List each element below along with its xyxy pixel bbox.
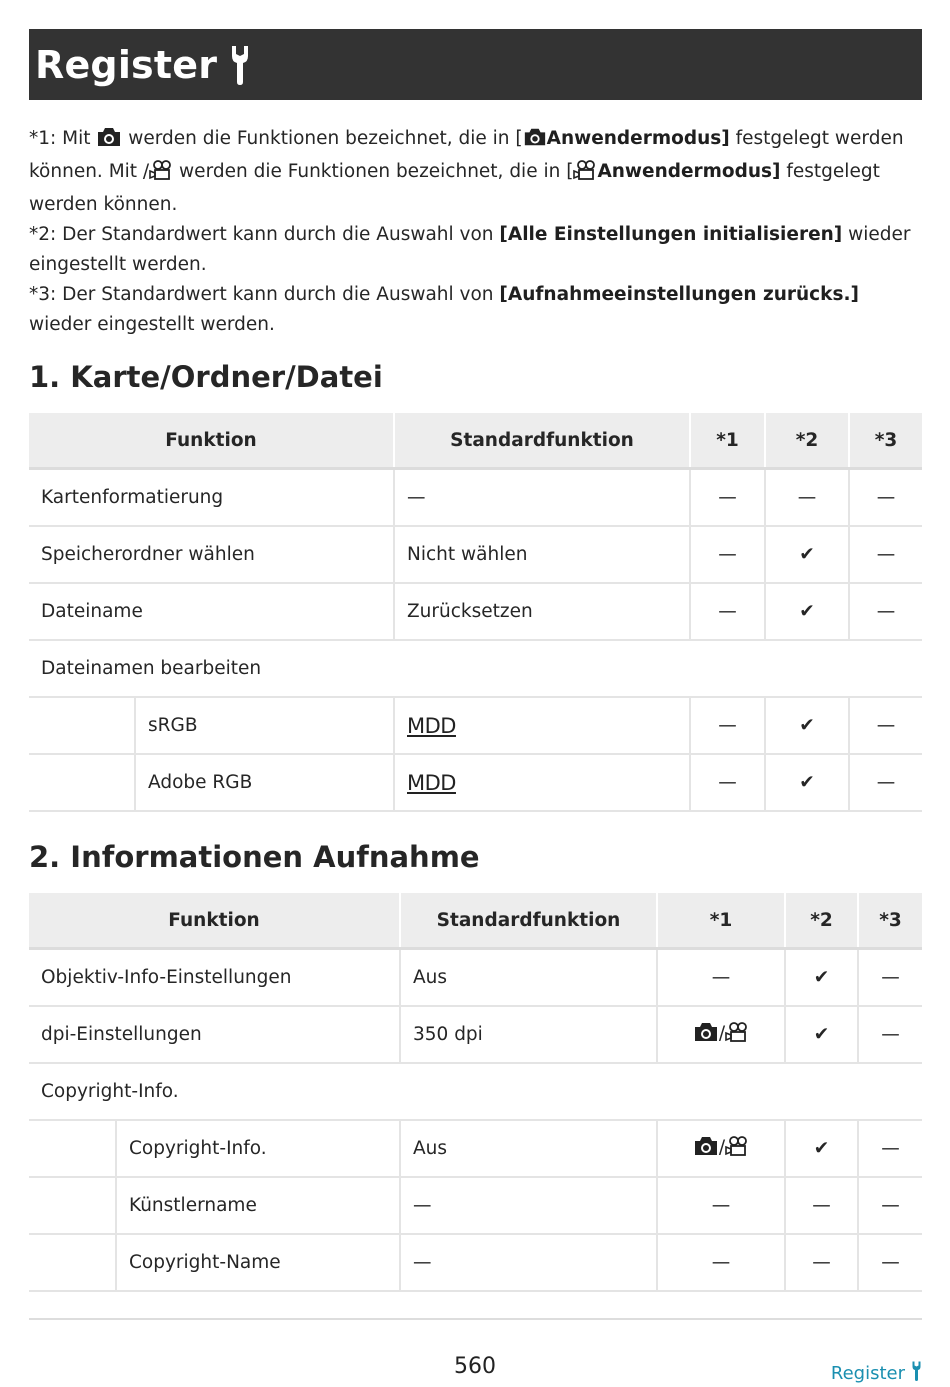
mark-cell: — bbox=[849, 754, 922, 811]
note-3 bbox=[29, 280, 919, 340]
mark-cell: — bbox=[690, 754, 765, 811]
column-header: *3 bbox=[849, 413, 922, 469]
icon-separator: / bbox=[718, 1137, 726, 1158]
column-header: *1 bbox=[690, 413, 765, 469]
column-header: Funktion bbox=[29, 413, 394, 469]
mark-cell: — bbox=[657, 949, 785, 1007]
group-label: Copyright-Info. bbox=[29, 1063, 922, 1120]
default-cell: — bbox=[400, 1234, 657, 1291]
wrench-icon bbox=[911, 1360, 922, 1387]
mark-cell: — bbox=[858, 949, 922, 1007]
function-cell: Kartenformatierung bbox=[29, 469, 394, 527]
mark-cell: — bbox=[690, 526, 765, 583]
mark-cell: — bbox=[849, 469, 922, 527]
mark-cell: — bbox=[858, 1177, 922, 1234]
mark-cell: — bbox=[858, 1234, 922, 1291]
default-cell: Aus bbox=[400, 949, 657, 1007]
function-cell: sRGB bbox=[135, 697, 394, 754]
indent-cell bbox=[29, 697, 135, 754]
check-cell: ✔ bbox=[785, 1120, 858, 1177]
check-cell: ✔ bbox=[765, 583, 849, 640]
mark-cell: — bbox=[657, 1234, 785, 1291]
table-header-row bbox=[29, 893, 922, 949]
table-row bbox=[29, 583, 922, 640]
table-row bbox=[29, 1177, 922, 1234]
column-header: Standardfunktion bbox=[394, 413, 690, 469]
indent-cell bbox=[29, 1177, 116, 1234]
note-1-text: festgelegt werden können. bbox=[29, 161, 880, 215]
note-2-text: *2: Der Standardwert kann durch die Auswahl von bbox=[29, 224, 500, 245]
default-cell: Nicht wählen bbox=[394, 526, 690, 583]
icon-separator: / bbox=[718, 1023, 726, 1044]
page-header bbox=[29, 29, 922, 100]
default-cell: — bbox=[400, 1177, 657, 1234]
function-cell: Copyright-Info. bbox=[116, 1120, 400, 1177]
note-2 bbox=[29, 220, 919, 280]
movie-camera-icon bbox=[149, 160, 173, 190]
group-label: Dateinamen bearbeiten bbox=[29, 640, 922, 697]
function-cell: Speicherordner wählen bbox=[29, 526, 394, 583]
mark-cell: — bbox=[765, 469, 849, 527]
note-1 bbox=[29, 124, 919, 220]
function-cell: Copyright-Name bbox=[116, 1234, 400, 1291]
table-row bbox=[29, 949, 922, 1007]
note-1-text: *1: Mit bbox=[29, 128, 97, 149]
check-cell: ✔ bbox=[765, 754, 849, 811]
mdd-value: MDD bbox=[407, 770, 456, 795]
function-cell: Künstlername bbox=[116, 1177, 400, 1234]
table-row bbox=[29, 697, 922, 754]
indent-cell bbox=[29, 1120, 116, 1177]
note-1-text: werden die Funktionen bezeichnet, die in [ bbox=[173, 161, 574, 182]
mode-icons-cell bbox=[657, 1120, 785, 1177]
table-header-row bbox=[29, 413, 922, 469]
mdd-value: MDD bbox=[407, 713, 456, 738]
table-row bbox=[29, 526, 922, 583]
function-cell: Dateiname bbox=[29, 583, 394, 640]
mark-cell: — bbox=[785, 1177, 858, 1234]
register-link[interactable] bbox=[831, 1360, 922, 1387]
note-3-strong: [Aufnahmeeinstellungen zurücks.] bbox=[499, 284, 859, 305]
check-cell: ✔ bbox=[785, 949, 858, 1007]
note-2-strong: [Alle Einstellungen initialisieren] bbox=[499, 224, 843, 245]
section-1-title: 1. Karte/Ordner/Datei bbox=[29, 360, 383, 394]
page-title: Register bbox=[35, 42, 218, 87]
column-header: *2 bbox=[785, 893, 858, 949]
camera-icon bbox=[96, 127, 122, 157]
camera-icon bbox=[523, 127, 547, 157]
mark-cell: — bbox=[858, 1006, 922, 1063]
mark-cell: — bbox=[858, 1120, 922, 1177]
mark-cell: — bbox=[849, 526, 922, 583]
default-cell: Zurücksetzen bbox=[394, 583, 690, 640]
group-row bbox=[29, 640, 922, 697]
mark-cell: — bbox=[849, 583, 922, 640]
register-link-label: Register bbox=[830, 1363, 905, 1384]
mark-cell: — bbox=[849, 697, 922, 754]
default-cell: 350 dpi bbox=[400, 1006, 657, 1063]
table-row bbox=[29, 1120, 922, 1177]
note-1-strong: Anwendermodus] bbox=[597, 161, 781, 182]
check-cell: ✔ bbox=[765, 526, 849, 583]
wrench-icon bbox=[229, 44, 251, 90]
column-header: Funktion bbox=[29, 893, 400, 949]
footnotes bbox=[29, 124, 919, 340]
function-cell: dpi-Einstellungen bbox=[29, 1006, 400, 1063]
mark-cell: — bbox=[690, 583, 765, 640]
footer-divider bbox=[29, 1318, 922, 1320]
movie-camera-icon bbox=[725, 1022, 749, 1047]
column-header: *2 bbox=[765, 413, 849, 469]
note-1-text: festgelegt werden können. Mit / bbox=[29, 128, 904, 182]
default-cell: Aus bbox=[400, 1120, 657, 1177]
mark-cell: — bbox=[690, 469, 765, 527]
page-number: 560 bbox=[454, 1354, 496, 1379]
note-2-text: wieder eingestellt werden. bbox=[29, 224, 911, 275]
check-cell: ✔ bbox=[765, 697, 849, 754]
table-row bbox=[29, 469, 922, 527]
camera-icon bbox=[693, 1022, 719, 1047]
mark-cell: — bbox=[657, 1177, 785, 1234]
group-row bbox=[29, 1063, 922, 1120]
default-cell bbox=[394, 697, 690, 754]
mode-icons-cell bbox=[657, 1006, 785, 1063]
section-1-table bbox=[29, 413, 922, 812]
check-cell: ✔ bbox=[785, 1006, 858, 1063]
function-cell: Adobe RGB bbox=[135, 754, 394, 811]
table-row bbox=[29, 754, 922, 811]
section-2-table bbox=[29, 893, 922, 1292]
column-header: *1 bbox=[657, 893, 785, 949]
column-header: Standardfunktion bbox=[400, 893, 657, 949]
indent-cell bbox=[29, 754, 135, 811]
note-1-text: werden die Funktionen bezeichnet, die in [ bbox=[122, 128, 523, 149]
note-3-text: wieder eingestellt werden. bbox=[29, 314, 275, 335]
mark-cell: — bbox=[690, 697, 765, 754]
mark-cell: — bbox=[785, 1234, 858, 1291]
movie-camera-icon bbox=[573, 160, 597, 190]
column-header: *3 bbox=[858, 893, 922, 949]
note-3-text: *3: Der Standardwert kann durch die Auswahl von bbox=[29, 284, 500, 305]
indent-cell bbox=[29, 1234, 116, 1291]
movie-camera-icon bbox=[725, 1136, 749, 1161]
table-row bbox=[29, 1234, 922, 1291]
table-row bbox=[29, 1006, 922, 1063]
note-1-strong: Anwendermodus] bbox=[546, 128, 730, 149]
camera-icon bbox=[693, 1136, 719, 1161]
default-cell bbox=[394, 754, 690, 811]
default-cell: — bbox=[394, 469, 690, 527]
section-2-title: 2. Informationen Aufnahme bbox=[29, 840, 480, 874]
function-cell: Objektiv-Info-Einstellungen bbox=[29, 949, 400, 1007]
